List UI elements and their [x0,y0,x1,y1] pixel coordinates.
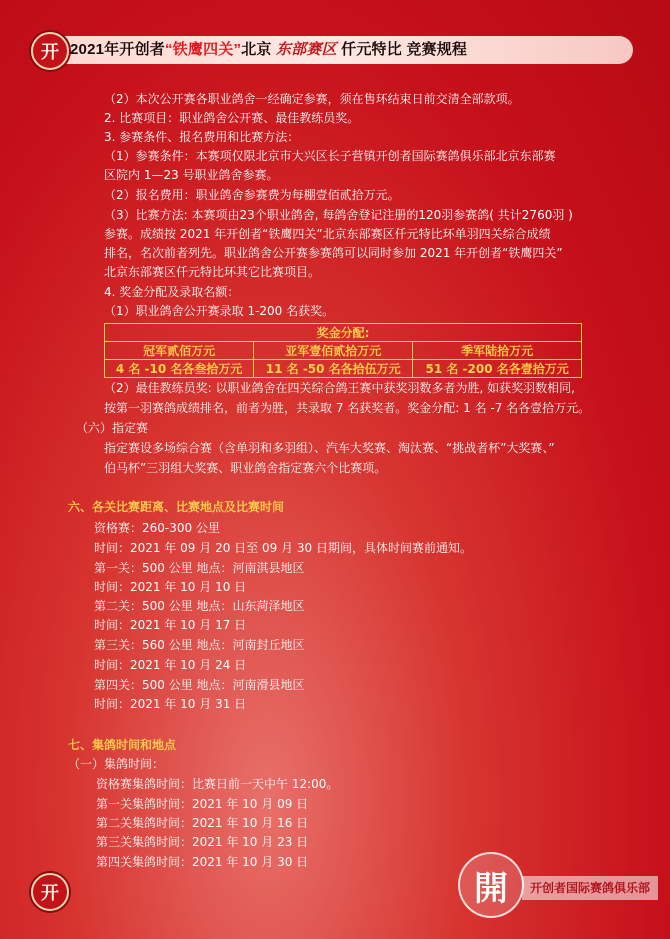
text-line: 伯马杯”三羽组大奖赛、职业鸽舍指定赛六个比赛项。 [104,461,387,475]
text-line: 第二关：500 公里 地点：山东菏泽地区 [94,599,305,613]
prize-cell: 11 名 -50 名各拾伍万元 [254,360,413,378]
logo-char: 开 [41,42,59,63]
prize-cell: 4 名 -10 名各叁拾万元 [105,360,254,378]
prize-table-header: 奖金分配: [105,324,582,342]
title-pre: 2021年开创者 [70,41,165,58]
text-line: （六）指定赛 [76,421,149,435]
text-line: 第一关：500 公里 地点：河南淇县地区 [94,561,305,575]
title-region: 东部赛区 [275,40,337,58]
text-line: 参赛。成绩按 2021 年开创者“铁鹰四关”北京东部赛区仟元特比环单羽四关综合成绩 [104,227,551,241]
text-line: 区院内 1—23 号职业鸽舍参赛。 [104,168,279,182]
title-post: 仟元特比 竞赛规程 [341,41,468,58]
text-line: （2）最佳教练员奖: 以职业鸽舍在四关综合鸽王赛中获奖羽数多者为胜, 如获奖羽数相同, [104,381,575,395]
text-line: 4. 奖金分配及录取名额： [104,285,240,299]
club-brand [458,846,658,924]
prize-cell: 亚军壹佰贰拾万元 [254,342,413,360]
text-line: 北京东部赛区仟元特比环其它比赛项目。 [104,265,321,279]
text-line: 指定赛设多场综合赛（含单羽和多羽组）、汽车大奖赛、淘汰赛、“挑战者杯”大奖赛、” [104,441,555,455]
text-line: （1）职业鸽舍公开赛录取 1-200 名获奖。 [104,304,335,318]
text-line: 时间：2021 年 10 月 31 日 [94,697,247,711]
text-line: 第三关：560 公里 地点：河南封丘地区 [94,638,305,652]
club-logo-icon [31,873,69,911]
text-line: 时间：2021 年 09 月 20 日至 09 月 30 日期间，具体时间赛前通知。 [94,541,472,555]
logo-char: 开 [41,883,59,904]
text-line: 时间：2021 年 10 月 24 日 [94,658,247,672]
text-line: （2）本次公开赛各职业鸽舍一经确定参赛，须在售环结束日前交清全部款项。 [104,92,520,106]
club-emblem-icon [458,852,524,918]
text-line: 按第一羽赛鸽成绩排名，前者为胜，共录取 7 名获奖者。奖金分配: 1 名 -7 名各壹拾万元。 [104,401,591,415]
club-name: 开创者国际赛鸽俱乐部 [522,876,658,900]
text-line: 第四关：500 公里 地点：河南滑县地区 [94,678,305,692]
text-line: 2. 比赛项目：职业鸽舍公开赛、最佳教练员奖。 [104,111,360,125]
text-line: 第三关集鸽时间：2021 年 10 月 23 日 [96,835,309,849]
text-line: 第二关集鸽时间：2021 年 10 月 16 日 [96,816,309,830]
prize-cell: 季军陆拾万元 [413,342,582,360]
text-line: （1）参赛条件：本赛项仅限北京市大兴区长子营镇开创者国际赛鸽俱乐部北京东部赛 [104,149,556,163]
prize-cell: 51 名 -200 名各壹拾万元 [413,360,582,378]
text-line: 第四关集鸽时间：2021 年 10 月 30 日 [96,855,309,869]
text-line: 第一关集鸽时间：2021 年 10 月 09 日 [96,797,309,811]
text-line: （一）集鸽时间： [68,757,165,771]
text-line: 排名，名次前者列先。职业鸽舍公开赛参赛鸽可以同时参加 2021 年开创者“铁鹰四关” [104,246,563,260]
text-line: 时间：2021 年 10 月 10 日 [94,580,247,594]
section-heading: 六、各关比赛距离、比赛地点及比赛时间 [68,500,285,514]
text-line: 时间：2021 年 10 月 17 日 [94,618,247,632]
title-mid: 北京 [241,41,272,58]
text-line: 资格赛：260-300 公里 [94,521,220,535]
text-line: 资格赛集鸽时间：比赛日前一天中午 12:00。 [96,777,339,791]
title-highlight: “铁鹰四关” [164,41,242,58]
emblem-char: 開 [474,868,508,909]
prize-table [104,323,582,378]
text-line: （2）报名费用：职业鸽舍参赛费为每棚壹佰贰拾万元。 [104,188,400,202]
section-heading: 七、集鸽时间和地点 [68,738,177,752]
text-line: 3. 参赛条件、报名费用和比赛方法： [104,130,300,144]
text-line: （3）比赛方法: 本赛项由23个职业鸽舍, 每鸽舍登记注册的120羽参赛鸽( 共计2760羽 ) [104,208,573,222]
prize-cell: 冠军贰佰万元 [105,342,254,360]
